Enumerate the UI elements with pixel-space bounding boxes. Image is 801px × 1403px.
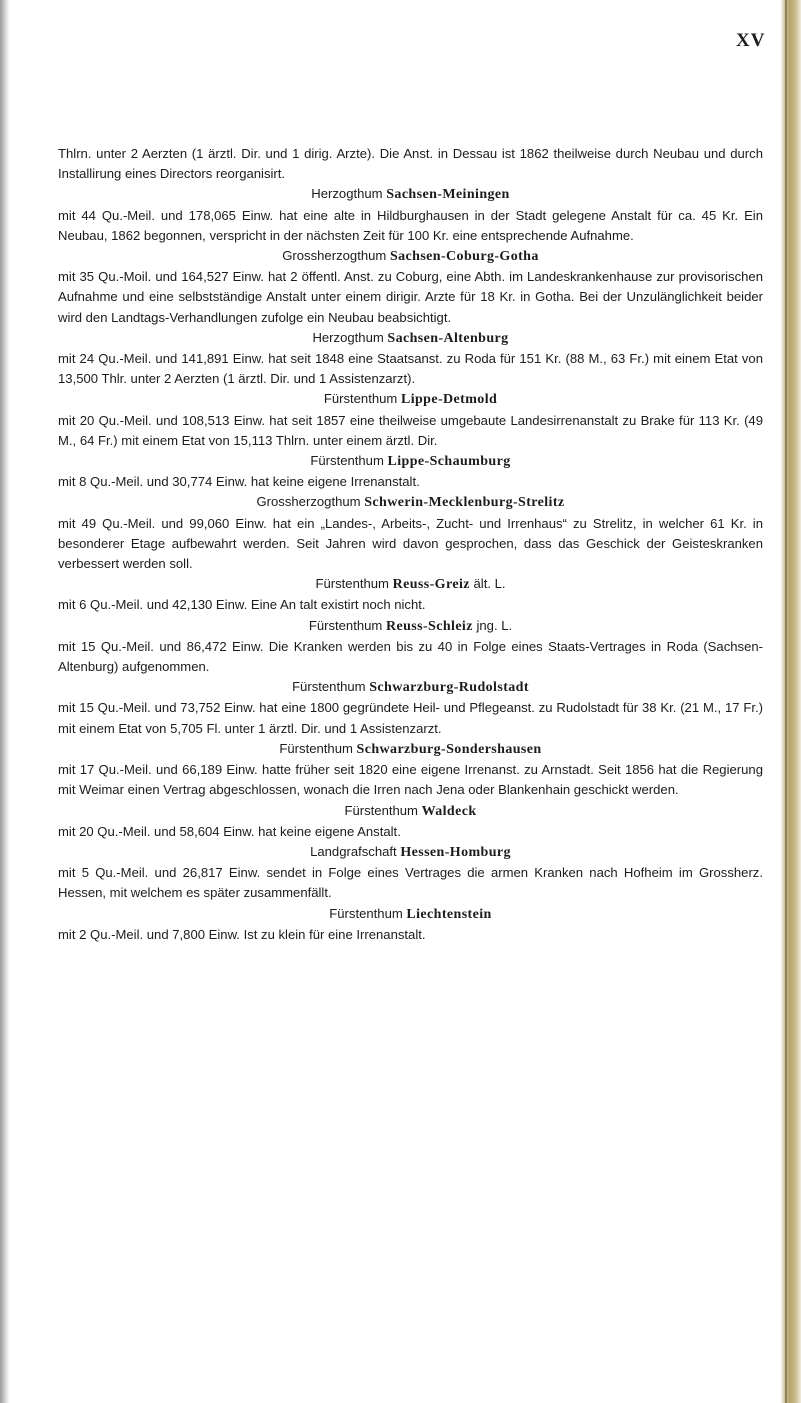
heading-prefix: Grossherzogthum xyxy=(256,494,361,510)
section-text-lippe-schaumburg: mit 8 Qu.-Meil. und 30,774 Einw. hat keine eigene Irrenanstalt. xyxy=(58,474,420,490)
section-heading-hessen-homburg xyxy=(58,842,763,863)
section-text-schwarzburg-rudolstadt: mit 15 Qu.-Meil. und 73,752 Einw. hat eine 1800 gegründete Heil- und Pflegeanst. zu Rudolstadt für 38 Kr. (21 M., 17 Fr.) mit einem Etat von 5,705 Fl. unter 1 ärztl. Dir. und 1 Assistenzarzt. xyxy=(58,700,763,736)
state-name: Liechtenstein xyxy=(406,906,492,922)
section-heading-lippe-schaumburg xyxy=(58,451,763,472)
section-heading-lippe-detmold xyxy=(58,389,763,410)
section-text-reuss-schleiz: mit 15 Qu.-Meil. und 86,472 Einw. Die Kranken werden bis zu 40 in Folge eines Staats-Vertrages in Roda (Sachsen-Altenburg) aufgenommen. xyxy=(58,638,763,675)
heading-prefix: Herzogthum xyxy=(311,186,383,202)
section-heading-liechtenstein xyxy=(58,904,763,925)
heading-suffix: ält. L. xyxy=(473,576,506,592)
section-heading-sachsen-altenburg xyxy=(58,328,763,349)
state-name: Sachsen-Altenburg xyxy=(387,330,509,346)
section-heading-reuss-schleiz xyxy=(58,616,763,637)
page-edge-line xyxy=(785,0,787,1403)
state-name: Sachsen-Meiningen xyxy=(386,187,510,203)
section-heading-sachsen-meiningen xyxy=(58,184,763,205)
section-text-sachsen-meiningen: mit 44 Qu.-Meil. und 178,065 Einw. hat eine alte in Hildburghausen in der Stadt gelegene Anstalt für ca. 45 Kr. Ein Neubau, 1862 begonnen, verspricht in der nächsten Zeit für 100 Kr. eine entsprechende Aufnahme. xyxy=(58,207,763,243)
section-heading-reuss-greiz xyxy=(58,574,763,595)
state-name: Lippe-Detmold xyxy=(400,392,498,408)
state-name: Schwarzburg-Sondershausen xyxy=(356,741,542,757)
state-name: Reuss-Greiz xyxy=(392,577,470,593)
section-text-sachsen-altenburg: mit 24 Qu.-Meil. und 141,891 Einw. hat seit 1848 eine Staatsanst. zu Roda für 151 Kr. (88 M., 63 Fr.) mit einem Etat von 13,500 Thlr. unter 2 Aerzten (1 ärztl. Dir. und 1 Assistenzarzt). xyxy=(58,351,763,387)
section-heading-schwarzburg-sondershausen xyxy=(58,739,763,760)
heading-suffix: jng. L. xyxy=(476,617,513,633)
heading-prefix: Fürstenthum xyxy=(292,679,366,695)
section-text-schwarzburg-sondershausen: mit 17 Qu.-Meil. und 66,189 Einw. hatte früher seit 1820 eine eigene Irrenanst. zu Arnstadt. Seit 1856 hat die Regierung mit Weimar einen Vertrag abgeschlossen, wonach die Irren nach Jena oder Blankenhain geschickt werden. xyxy=(58,762,763,798)
section-text-reuss-greiz: mit 6 Qu.-Meil. und 42,130 Einw. Eine An talt existirt noch nicht. xyxy=(58,597,426,613)
state-name: Waldeck xyxy=(421,803,477,819)
heading-prefix: Fürstenthum xyxy=(344,802,418,818)
section-text-liechtenstein: mit 2 Qu.-Meil. und 7,800 Einw. Ist zu klein für eine Irrenanstalt. xyxy=(58,926,426,942)
state-name: Sachsen-Coburg-Gotha xyxy=(389,249,539,265)
state-name: Reuss-Schleiz xyxy=(385,618,473,634)
heading-prefix: Fürstenthum xyxy=(329,905,403,921)
page-edge-right xyxy=(781,0,801,1403)
section-text-hessen-homburg: mit 5 Qu.-Meil. und 26,817 Einw. sendet in Folge eines Vertrages die armen Kranken nach Hofheim im Grossherz. Hessen, mit welchem es später zusammenfällt. xyxy=(58,865,763,901)
intro-paragraph: Thlrn. unter 2 Aerzten (1 ärztl. Dir. und 1 dirig. Arzte). Die Anst. in Dessau ist 1862 theilweise durch Neubau und durch Installirung eines Directors reorganisirt. xyxy=(58,146,763,182)
heading-prefix: Fürstenthum xyxy=(310,453,384,469)
heading-prefix: Fürstenthum xyxy=(308,617,383,633)
state-name: Schwerin-Mecklenburg-Strelitz xyxy=(364,495,565,511)
heading-prefix: Landgrafschaft xyxy=(310,843,397,859)
section-heading-schwarzburg-rudolstadt xyxy=(58,677,763,698)
section-heading-waldeck xyxy=(58,801,763,822)
section-heading-mecklenburg-strelitz xyxy=(58,492,763,513)
section-text-waldeck: mit 20 Qu.-Meil. und 58,604 Einw. hat keine eigene Anstalt. xyxy=(58,823,401,839)
section-heading-sachsen-coburg-gotha xyxy=(58,246,763,267)
section-text-mecklenburg-strelitz: mit 49 Qu.-Meil. und 99,060 Einw. hat ein „Landes-, Arbeits-, Zucht- und Irrenhaus“ zu Strelitz, in welcher 61 Kr. in besonderer Etage aufbewahrt werden. Seit Jahren wird davon gesprochen, dass das Geschick der Geisteskranken verbessert werden soll. xyxy=(58,515,763,572)
section-text-sachsen-coburg-gotha: mit 35 Qu.-Moil. und 164,527 Einw. hat 2 öffentl. Anst. zu Coburg, eine Abth. im Landeskrankenhause zur provisorischen Aufnahme und eine selbstständige Anstalt unter einem dirigir. Arzte für 18 Kr. in Gotha. Bei der Unzulänglichkeit beider wird den Landtags-Verhandlungen zufolge ein Neubau beabsichtigt. xyxy=(58,269,763,325)
heading-prefix: Herzogthum xyxy=(312,329,384,345)
heading-prefix: Fürstenthum xyxy=(315,576,389,592)
page-gutter-shadow xyxy=(0,0,10,1403)
state-name: Hessen-Homburg xyxy=(400,844,511,860)
section-text-lippe-detmold: mit 20 Qu.-Meil. und 108,513 Einw. hat seit 1857 eine theilweise umgebaute Landesirrenanstalt zu Brake für 113 Kr. (49 M., 64 Fr.) mit einem Etat von 15,113 Thlrn. unter einem ärztl. Dir. xyxy=(58,412,763,448)
state-name: Lippe-Schaumburg xyxy=(387,454,511,470)
heading-prefix: Grossherzogthum xyxy=(282,248,387,264)
state-name: Schwarzburg-Rudolstadt xyxy=(369,680,529,696)
heading-prefix: Fürstenthum xyxy=(279,740,353,756)
page-body xyxy=(58,144,763,945)
heading-prefix: Fürstenthum xyxy=(323,391,398,407)
page-number: XV xyxy=(736,30,766,51)
